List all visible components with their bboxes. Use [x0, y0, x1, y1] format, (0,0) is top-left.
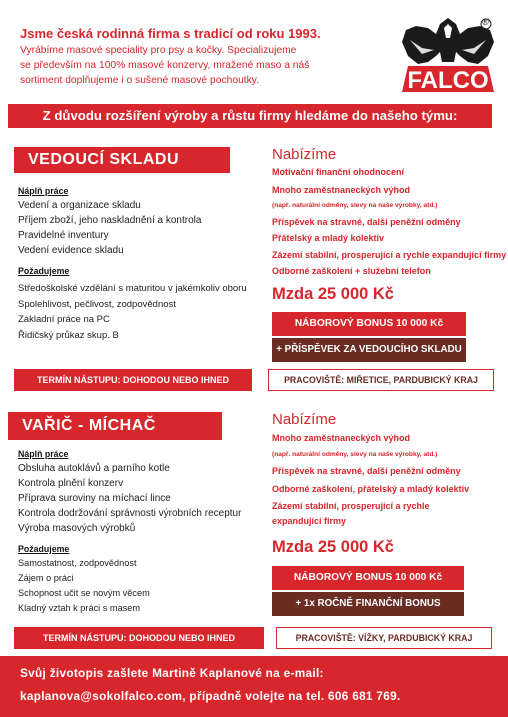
- job-title-cook-mixer: VAŘIČ - MÍCHAČ: [8, 412, 222, 440]
- contact-line: kaplanova@sokolfalco.com, případně volejte na tel. 606 681 769.: [20, 689, 401, 703]
- intro-line: sortiment doplňujeme i o sušené masové pochoutky.: [20, 75, 260, 86]
- list-item: Příjem zboží, jeho naskladnění a kontrola: [18, 215, 202, 226]
- requirements-list: [18, 281, 247, 343]
- offer-item-note: (např. naturální odměny, slevy na naše výrobky, atd.): [272, 202, 438, 209]
- bonus-extra: + PŘÍSPĚVEK ZA VEDOUCÍHO SKLADU: [272, 338, 466, 362]
- offer-item: expandující firmy: [272, 515, 347, 526]
- duties-heading: Náplň práce: [18, 186, 69, 196]
- duties-list: [18, 461, 241, 536]
- list-item: Pravidelné inventury: [18, 230, 109, 241]
- intro-line: se především na 100% masové konzervy, mražené maso a náš: [20, 60, 310, 71]
- offer-item: Mnoho zaměstnaneckých výhod: [272, 433, 411, 443]
- offer-item: Příspěvek na stravné, další peněžní odměny: [272, 216, 461, 227]
- offer-item-note: (např. naturální odměny, slevy na naše výrobky, atd.): [272, 450, 438, 458]
- falco-logo: [398, 16, 498, 100]
- logo-text: FALCO: [407, 67, 489, 94]
- registered-mark: ®: [482, 17, 489, 27]
- offer-item: Přátelský a mladý kolektiv: [272, 233, 385, 243]
- requirements-heading: Požadujeme: [18, 544, 70, 554]
- list-item: Základní práce na PC: [18, 314, 110, 325]
- recruitment-banner: Z důvodu rozšíření výroby a růstu firmy hledáme do našeho týmu:: [8, 104, 492, 128]
- list-item: Výroba masových výrobků: [18, 523, 136, 534]
- requirements-heading: Požadujeme: [18, 266, 70, 276]
- bonus-extra: + 1x ROČNĚ FINANČNÍ BONUS: [272, 592, 464, 616]
- list-item: Spolehlivost, pečlivost, zodpovědnost: [18, 298, 176, 310]
- offer-item: Mnoho zaměstnaneckých výhod: [272, 184, 411, 195]
- list-item: Příprava suroviny na míchací lince: [18, 493, 171, 504]
- list-item: Kladný vztah k práci s masem: [18, 603, 141, 613]
- workplace: PRACOVIŠTĚ: VÍŽKY, PARDUBICKÝ KRAJ: [276, 627, 492, 649]
- list-item: Kontrola plnění konzerv: [18, 478, 124, 489]
- contact-footer: [0, 656, 508, 717]
- offer-heading: Nabízíme: [272, 146, 337, 163]
- workplace: PRACOVIŠTĚ: MIŘETICE, PARDUBICKÝ KRAJ: [268, 369, 494, 391]
- recruitment-bonus: NÁBOROVÝ BONUS 10 000 Kč: [272, 566, 464, 590]
- list-item: Obsluha autoklávů a parního kotle: [18, 463, 170, 474]
- offer-list: [272, 432, 469, 528]
- offer-heading: Nabízíme: [272, 411, 337, 428]
- salary: Mzda 25 000 Kč: [272, 538, 394, 556]
- intro-line: Vyrábíme masové speciality pro psy a kočky. Specializujeme: [20, 45, 297, 56]
- intro-text: [20, 43, 350, 88]
- recruitment-bonus: NÁBOROVÝ BONUS 10 000 Kč: [272, 312, 466, 336]
- offer-item: Zázemí stabilní, prosperující a rychle: [272, 501, 430, 511]
- duties-list: [18, 198, 201, 258]
- offer-item: Odborné zaškolení, přátelský a mladý kolektiv: [272, 483, 470, 494]
- offer-item: Zázemí stabilní, prosperující a rychle expandující firmy: [272, 249, 507, 260]
- salary: Mzda 25 000 Kč: [272, 285, 394, 303]
- list-item: Řidičský průkaz skup. B: [18, 329, 119, 341]
- duties-heading: Náplň práce: [18, 449, 69, 459]
- start-date: TERMÍN NÁSTUPU: DOHODOU NEBO IHNED: [14, 369, 252, 391]
- start-date: TERMÍN NÁSTUPU: DOHODOU NEBO IHNED: [14, 627, 264, 649]
- intro-title: Jsme česká rodinná firma s tradicí od roku 1993.: [20, 26, 321, 41]
- list-item: Samostatnost, zodpovědnost: [18, 558, 137, 568]
- offer-item: Motivační finanční ohodnocení: [272, 167, 405, 177]
- list-item: Středoškolské vzdělání s maturitou v jakémkoliv oboru: [18, 283, 247, 294]
- job-title-warehouse-manager: VEDOUCÍ SKLADU: [14, 147, 230, 173]
- list-item: Kontrola dodržování správnosti výrobních receptur: [18, 508, 242, 519]
- list-item: Vedení a organizace skladu: [18, 200, 141, 211]
- list-item: Schopnost učit se novým věcem: [18, 588, 150, 598]
- list-item: Vedení evidence skladu: [18, 245, 124, 256]
- offer-item: Příspěvek na stravné, další peněžní odměny: [272, 466, 461, 476]
- list-item: Zájem o práci: [18, 573, 74, 583]
- offer-list: [272, 166, 506, 279]
- requirements-list: [18, 556, 150, 616]
- falcon-icon: [398, 16, 498, 100]
- contact-line: Svůj životopis zašlete Martině Kaplanové na e-mail:: [20, 666, 324, 680]
- offer-item: Odborné zaškolení + služební telefon: [272, 266, 431, 276]
